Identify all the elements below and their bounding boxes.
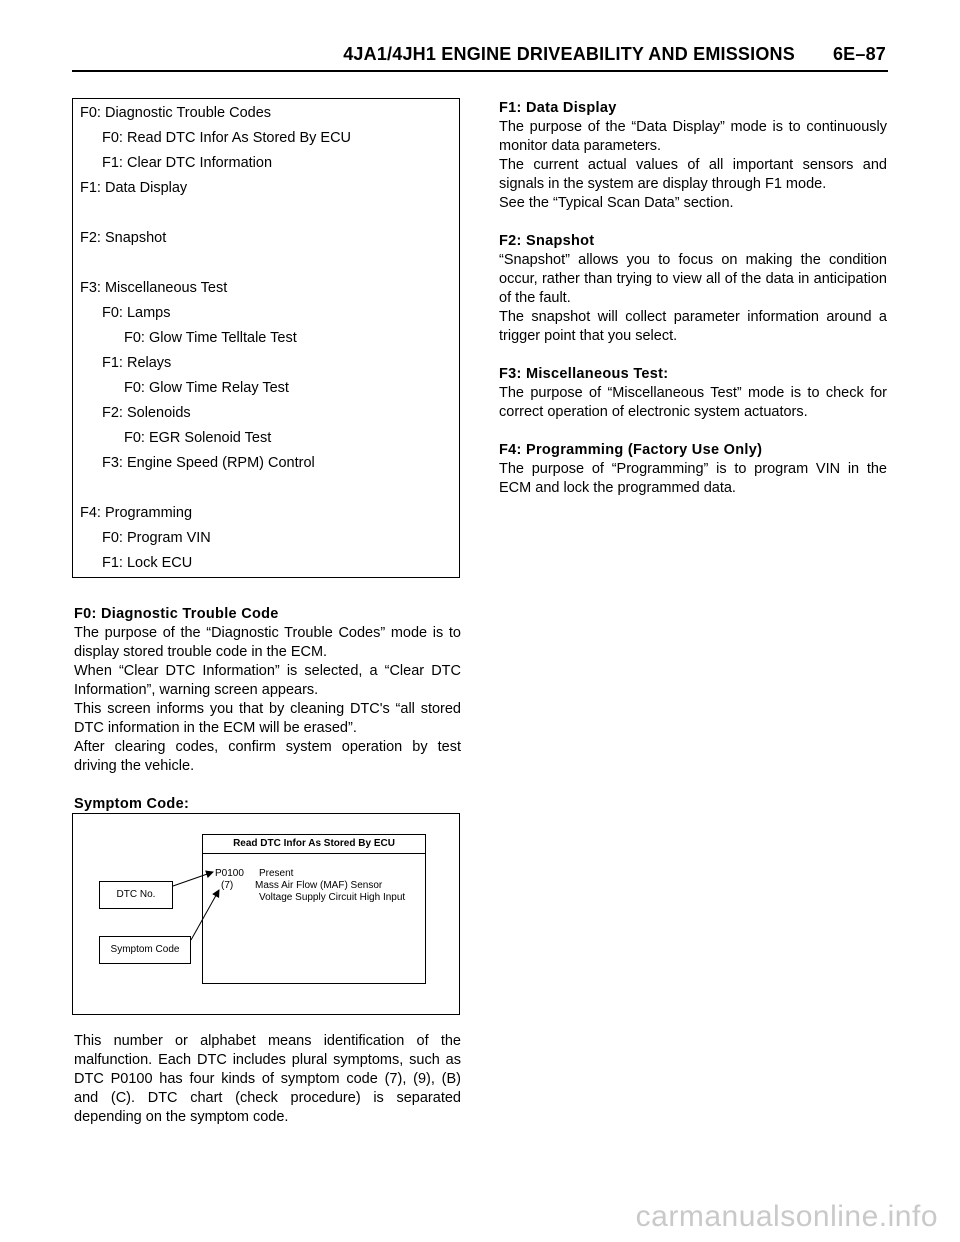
- dtc-status: Present: [259, 868, 294, 879]
- f3-heading: F3: Miscellaneous Test:: [499, 366, 669, 382]
- f0-paragraph: After clearing codes, confirm system operation by test driving the vehicle.: [74, 739, 461, 774]
- f3-paragraph: The purpose of “Miscellaneous Test” mode is to check for correct operation of electronic system actuators.: [499, 385, 887, 420]
- f1-heading: F1: Data Display: [499, 100, 617, 116]
- menu-f0-read-dtc: F0: Read DTC Infor As Stored By ECU: [102, 130, 352, 146]
- callout-symptom-code: Symptom Code: [99, 936, 191, 964]
- menu-f0-egr-solenoid-test: F0: EGR Solenoid Test: [124, 430, 272, 446]
- f2-heading: F2: Snapshot: [499, 233, 595, 249]
- symptom-code-figure: [72, 813, 460, 1015]
- symptom-section: [74, 1032, 461, 1127]
- page-header: [0, 44, 886, 65]
- menu-f0-glow-time-relay-test: F0: Glow Time Relay Test: [124, 380, 289, 396]
- menu-f2-snapshot: F2: Snapshot: [80, 230, 167, 246]
- menu-f1-data-display: F1: Data Display: [80, 180, 188, 196]
- menu-f1-relays: F1: Relays: [102, 355, 172, 371]
- f0-heading: F0: Diagnostic Trouble Code: [74, 606, 279, 622]
- f4-paragraph: The purpose of “Programming” is to program VIN in the ECM and lock the programmed data.: [499, 461, 887, 496]
- dtc-description-1: Mass Air Flow (MAF) Sensor: [255, 880, 383, 891]
- menu-f0-program-vin: F0: Program VIN: [102, 530, 211, 546]
- f2-paragraph: “Snapshot” allows you to focus on making the condition occur, rather than trying to view all of the data in anticipation of the fault.: [499, 252, 887, 306]
- menu-f1-clear-dtc: F1: Clear DTC Information: [102, 155, 273, 171]
- f0-paragraph: This screen informs you that by cleaning DTC's “all stored DTC information in the ECM will be erased”.: [74, 701, 461, 736]
- menu-f0-glow-time-telltale-test: F0: Glow Time Telltale Test: [124, 330, 297, 346]
- f1-paragraph: See the “Typical Scan Data” section.: [499, 195, 734, 211]
- menu-f3-miscellaneous-test: F3: Miscellaneous Test: [80, 280, 228, 296]
- header-rule: [72, 70, 888, 72]
- menu-f0-diagnostic-trouble-codes: F0: Diagnostic Trouble Codes: [80, 105, 272, 121]
- scan-tool-menu-box: [72, 98, 460, 578]
- symptom-code: (7): [221, 880, 234, 891]
- screen-title: Read DTC Infor As Stored By ECU: [203, 835, 425, 854]
- f4-heading: F4: Programming (Factory Use Only): [499, 442, 763, 458]
- symptom-code-heading: Symptom Code:: [74, 796, 190, 812]
- f1-paragraph: The purpose of the “Data Display” mode is to continuously monitor data parameters.: [499, 119, 887, 154]
- dtc-description-2: Voltage Supply Circuit High Input: [259, 892, 406, 903]
- f0-paragraph: The purpose of the “Diagnostic Trouble Codes” mode is to display stored trouble code in the ECM.: [74, 625, 461, 660]
- menu-f2-solenoids: F2: Solenoids: [102, 405, 191, 421]
- scan-tool-screen: [202, 834, 426, 984]
- f0-paragraph: When “Clear DTC Information” is selected, a “Clear DTC Information”, warning screen appears.: [74, 663, 461, 698]
- f1-paragraph: The current actual values of all important sensors and signals in the system are display through F1 mode.: [499, 157, 887, 192]
- right-column: [499, 99, 887, 498]
- f2-paragraph: The snapshot will collect parameter information around a trigger point that you select.: [499, 309, 887, 344]
- menu-f3-engine-speed-control: F3: Engine Speed (RPM) Control: [102, 455, 315, 471]
- dtc-code: P0100: [215, 868, 244, 879]
- page-number: 6E–87: [832, 44, 886, 64]
- symptom-paragraph: This number or alphabet means identification of the malfunction. Each DTC includes plural symptoms, such as DTC P0100 has four kinds of symptom code (7), (9), (B) and (C). DTC chart (check procedure) is separated depending on the symptom code.: [74, 1033, 461, 1125]
- menu-f4-programming: F4: Programming: [80, 505, 193, 521]
- watermark: carmanualsonline.info: [635, 1200, 938, 1233]
- f0-section: [74, 605, 461, 814]
- header-title: 4JA1/4JH1 ENGINE DRIVEABILITY AND EMISSIONS: [343, 44, 795, 64]
- menu-f0-lamps: F0: Lamps: [102, 305, 171, 321]
- menu-f1-lock-ecu: F1: Lock ECU: [102, 555, 193, 571]
- callout-dtc-no: DTC No.: [99, 881, 173, 909]
